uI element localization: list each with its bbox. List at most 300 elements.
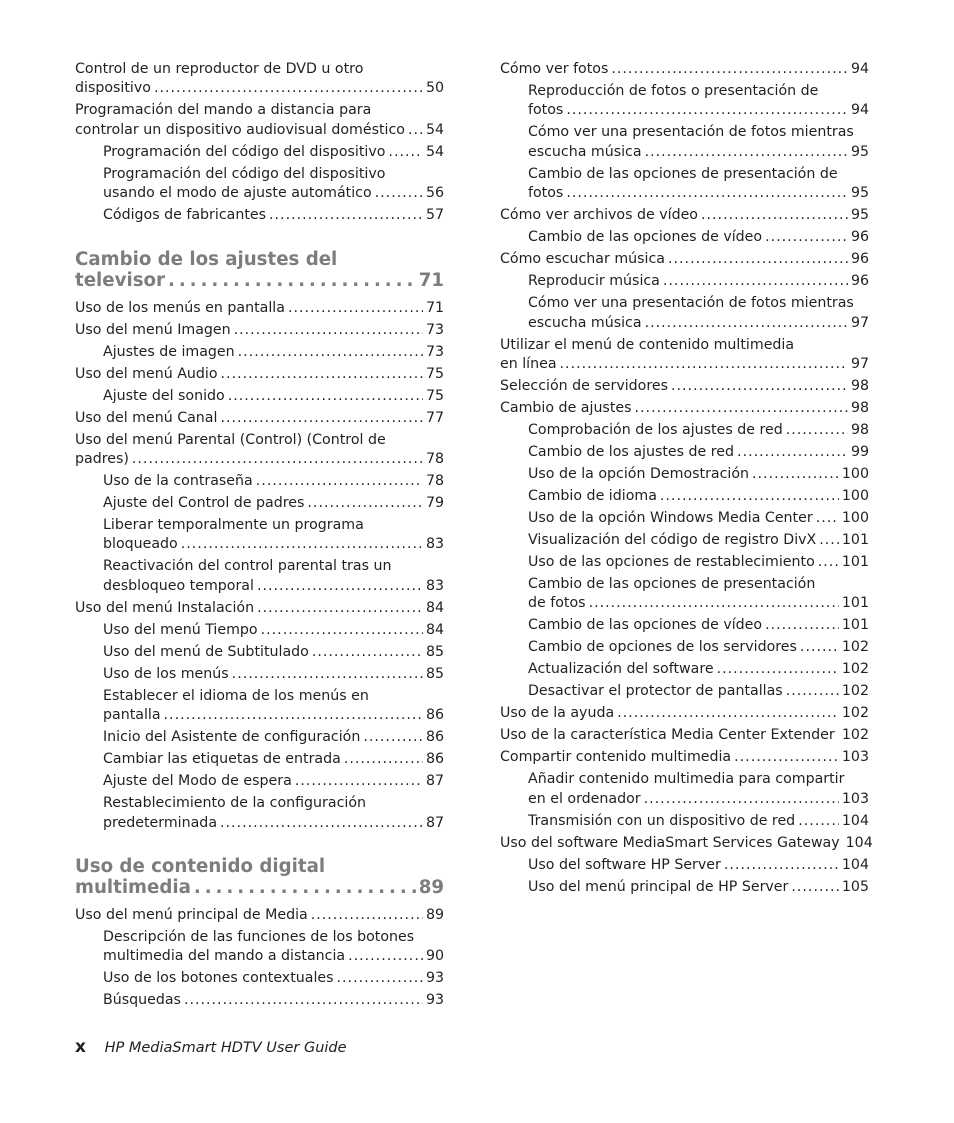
toc-section-heading[interactable] <box>75 249 444 291</box>
dot-leader <box>288 299 423 318</box>
dot-leader <box>668 250 848 269</box>
toc-left-column <box>75 60 444 1013</box>
toc-entry[interactable] <box>75 494 444 513</box>
entry-title: Visualización del código de registro DivX <box>528 532 817 549</box>
dot-leader <box>752 465 839 484</box>
entry-title: en línea <box>500 356 557 373</box>
toc-entry[interactable] <box>500 399 869 418</box>
dot-leader <box>566 184 848 203</box>
dot-leader <box>635 399 848 418</box>
dot-leader <box>408 121 423 140</box>
toc-line <box>528 143 869 162</box>
toc-line <box>75 599 444 618</box>
page-ref: 50 <box>425 80 444 97</box>
toc-line <box>528 123 869 142</box>
toc-entry[interactable] <box>500 487 869 506</box>
page-ref: 54 <box>425 143 444 160</box>
page-ref: 83 <box>425 536 444 553</box>
page-ref: 96 <box>850 273 869 290</box>
toc-entry[interactable] <box>75 472 444 491</box>
entry-title: Códigos de fabricantes <box>103 207 267 224</box>
page-number: x <box>75 1037 86 1057</box>
toc-line <box>103 184 444 203</box>
toc-entry[interactable] <box>500 575 869 614</box>
entry-title: fotos <box>528 102 564 119</box>
toc-entry[interactable] <box>75 643 444 662</box>
page-ref: 85 <box>425 665 444 682</box>
toc-line <box>528 812 869 831</box>
toc-entry[interactable] <box>500 704 869 723</box>
toc-line <box>500 748 869 767</box>
toc-entry[interactable] <box>75 299 444 318</box>
entry-title: bloqueado <box>103 536 178 553</box>
section-title: televisor <box>75 269 165 291</box>
entry-title: Uso del menú Canal <box>75 409 218 426</box>
entry-title: Uso de la opción Windows Media Center <box>528 510 813 527</box>
toc-entry[interactable] <box>75 321 444 340</box>
toc-entry[interactable] <box>75 143 444 162</box>
page-ref: 102 <box>841 727 869 744</box>
page-ref: 101 <box>841 532 869 549</box>
entry-title: Cambio de idioma <box>528 488 657 505</box>
entry-title: Uso de los botones contextuales <box>103 970 334 987</box>
dot-leader <box>164 706 423 725</box>
dot-leader <box>701 206 848 225</box>
dot-leader <box>261 621 423 640</box>
toc-line <box>75 431 444 450</box>
page-ref: 104 <box>841 856 869 873</box>
toc-line <box>75 906 444 925</box>
toc-line <box>500 250 869 269</box>
toc-line <box>528 443 869 462</box>
entry-title: Uso del menú Imagen <box>75 321 231 338</box>
section-title: Uso de contenido digital <box>75 856 326 878</box>
toc-line <box>528 465 869 484</box>
page-ref: 100 <box>841 510 869 527</box>
page-ref: 95 <box>850 207 869 224</box>
toc-line <box>75 249 444 270</box>
dot-leader <box>798 812 839 831</box>
toc-entry[interactable] <box>500 82 869 121</box>
page-ref: 57 <box>425 207 444 224</box>
entry-title: Cambio de opciones de los servidores <box>528 639 797 656</box>
page-ref: 100 <box>841 488 869 505</box>
toc-entry[interactable] <box>75 906 444 925</box>
page-ref: 96 <box>850 229 869 246</box>
dot-leader <box>819 531 839 550</box>
entry-title: Cómo escuchar música <box>500 251 665 268</box>
entry-title: pantalla <box>103 707 161 724</box>
toc-line <box>528 660 869 679</box>
dot-leader <box>617 704 839 723</box>
toc-entry[interactable] <box>500 682 869 701</box>
toc-entry[interactable] <box>500 377 869 396</box>
toc-entry[interactable] <box>75 991 444 1010</box>
page-ref: 98 <box>850 378 869 395</box>
dot-leader <box>791 878 839 897</box>
toc-line <box>500 726 869 745</box>
toc-line <box>103 643 444 662</box>
entry-title: Programación del código del dispositivo <box>103 165 386 182</box>
page-ref: 75 <box>425 387 444 404</box>
toc-line <box>500 377 869 396</box>
toc-entry[interactable] <box>500 421 869 440</box>
entry-title: Ajuste del Modo de espera <box>103 773 292 790</box>
toc-entry[interactable] <box>75 928 444 967</box>
toc-line <box>103 991 444 1010</box>
page-ref: 83 <box>425 577 444 594</box>
toc-line <box>500 60 869 79</box>
entry-title: Reproducir música <box>528 273 660 290</box>
toc-entry[interactable] <box>75 750 444 769</box>
toc-entry[interactable] <box>500 206 869 225</box>
page-ref: 89 <box>418 877 444 899</box>
dot-leader <box>257 599 423 618</box>
dot-leader <box>295 772 423 791</box>
dot-leader <box>644 790 839 809</box>
toc-entry[interactable] <box>75 557 444 596</box>
toc-line <box>75 321 444 340</box>
page-ref: 85 <box>425 643 444 660</box>
dot-leader <box>816 509 839 528</box>
dot-leader <box>645 314 848 333</box>
dot-leader <box>589 594 839 613</box>
entry-title: Programación del mando a distancia para <box>75 102 372 119</box>
page-ref: 71 <box>418 269 444 291</box>
toc-line <box>528 184 869 203</box>
toc-line <box>75 450 444 469</box>
entry-title: Transmisión con un dispositivo de red <box>528 812 796 829</box>
toc-line <box>75 121 444 140</box>
toc-entry[interactable] <box>75 206 444 225</box>
toc-line <box>103 472 444 491</box>
dot-leader <box>838 726 839 745</box>
dot-leader <box>184 991 423 1010</box>
toc-entry[interactable] <box>500 878 869 897</box>
entry-title: Control de un reproductor de DVD u otro <box>75 61 364 77</box>
toc-line <box>500 336 869 355</box>
toc-line <box>103 928 444 947</box>
toc-line <box>528 272 869 291</box>
toc-entry[interactable] <box>500 60 869 79</box>
entry-title: Uso del menú Tiempo <box>103 621 258 638</box>
entry-title: Desactivar el protector de pantallas <box>528 683 783 700</box>
page-ref: 84 <box>425 599 444 616</box>
page-ref: 102 <box>841 705 869 722</box>
page-ref: 97 <box>850 356 869 373</box>
entry-title: Uso del menú Parental (Control) (Control de <box>75 431 386 448</box>
page-ref: 90 <box>425 948 444 965</box>
entry-title: usando el modo de ajuste automático <box>103 185 372 202</box>
toc-entry[interactable] <box>75 343 444 362</box>
toc-entry[interactable] <box>500 616 869 635</box>
entry-title: Uso de los menús <box>103 665 229 682</box>
dot-leader <box>220 814 423 833</box>
entry-title: de fotos <box>528 595 586 612</box>
page-ref: 97 <box>850 314 869 331</box>
page-ref: 99 <box>850 444 869 461</box>
dot-leader <box>168 270 416 291</box>
toc-entry[interactable] <box>500 123 869 162</box>
toc-entry[interactable] <box>75 599 444 618</box>
entry-title: Uso del menú principal de Media <box>75 907 308 924</box>
toc-line <box>75 856 444 877</box>
entry-title: Cómo ver una presentación de fotos mientras <box>528 295 854 312</box>
dot-leader <box>734 748 839 767</box>
entry-title: Uso de la contraseña <box>103 473 253 490</box>
page-ref: 73 <box>425 343 444 360</box>
toc-line <box>75 270 444 291</box>
dot-leader <box>257 577 423 596</box>
toc-entry[interactable] <box>75 728 444 747</box>
entry-title: Ajuste del Control de padres <box>103 495 305 512</box>
entry-title: Añadir contenido multimedia para compartir <box>528 771 845 788</box>
toc-line <box>75 409 444 428</box>
toc-line <box>103 494 444 513</box>
dot-leader <box>717 660 839 679</box>
page-ref: 98 <box>850 422 869 439</box>
toc-line <box>103 387 444 406</box>
page-ref: 54 <box>425 121 444 138</box>
toc-entry[interactable] <box>500 336 869 375</box>
toc-entry[interactable] <box>500 531 869 550</box>
dot-leader <box>818 553 839 572</box>
dot-leader <box>671 377 848 396</box>
toc-entry[interactable] <box>75 687 444 726</box>
toc-line <box>500 206 869 225</box>
toc-entry[interactable] <box>500 726 869 745</box>
toc-line <box>103 143 444 162</box>
page-ref: 98 <box>850 400 869 417</box>
dot-leader <box>238 343 423 362</box>
toc-line <box>75 365 444 384</box>
toc-entry[interactable] <box>500 165 869 204</box>
page-ref: 86 <box>425 729 444 746</box>
toc-line <box>528 165 869 184</box>
toc-entry[interactable] <box>500 272 869 291</box>
toc-line <box>500 355 869 374</box>
toc-line <box>103 516 444 535</box>
entry-title: Comprobación de los ajustes de red <box>528 422 783 439</box>
entry-title: Cambio de las opciones de vídeo <box>528 229 763 246</box>
toc-line <box>75 60 444 79</box>
toc-section-heading[interactable] <box>75 856 444 898</box>
dot-leader <box>181 535 423 554</box>
toc-entry[interactable] <box>500 294 869 333</box>
dot-leader <box>344 750 423 769</box>
dot-leader <box>307 494 423 513</box>
entry-title: Compartir contenido multimedia <box>500 749 732 766</box>
dot-leader <box>337 969 423 988</box>
toc-entry[interactable] <box>75 431 444 470</box>
entry-title: Cambio de ajustes <box>500 400 632 417</box>
toc-entry[interactable] <box>500 834 873 853</box>
toc-line <box>103 621 444 640</box>
toc-line <box>528 790 869 809</box>
dot-leader <box>269 206 423 225</box>
toc-line <box>103 165 444 184</box>
toc-line <box>528 682 869 701</box>
page-ref: 102 <box>841 683 869 700</box>
toc-entry[interactable] <box>500 638 869 657</box>
toc-right-column <box>500 60 873 900</box>
toc-entry[interactable] <box>75 387 444 406</box>
section-title: multimedia <box>75 877 191 899</box>
dot-leader <box>765 616 839 635</box>
page-ref: 87 <box>425 773 444 790</box>
dot-leader <box>765 228 848 247</box>
entry-title: Uso del menú Instalación <box>75 599 255 616</box>
page-ref: 104 <box>841 812 869 829</box>
toc-entry[interactable] <box>75 665 444 684</box>
dot-leader <box>232 665 423 684</box>
entry-title: Establecer el idioma de los menús en <box>103 687 369 704</box>
toc-line <box>103 969 444 988</box>
dot-leader <box>560 355 848 374</box>
toc-entry[interactable] <box>75 165 444 204</box>
dot-leader <box>660 487 839 506</box>
toc-entry[interactable] <box>500 812 869 831</box>
toc-line <box>528 616 869 635</box>
entry-title: controlar un dispositivo audiovisual doméstico <box>75 121 405 138</box>
page-ref: 78 <box>425 451 444 468</box>
page-ref: 86 <box>425 751 444 768</box>
toc-line <box>528 638 869 657</box>
entry-title: padres) <box>75 451 129 468</box>
entry-title: Uso del menú Audio <box>75 365 218 382</box>
page-ref: 94 <box>850 102 869 119</box>
dot-leader <box>234 321 423 340</box>
entry-title: Uso de los menús en pantalla <box>75 299 285 316</box>
section-title: Cambio de los ajustes del <box>75 248 338 270</box>
dot-leader <box>154 79 423 98</box>
page-ref: 105 <box>841 878 869 895</box>
toc-entry[interactable] <box>75 365 444 384</box>
toc-entry[interactable] <box>75 516 444 555</box>
toc-line <box>528 878 869 897</box>
entry-title: Inicio del Asistente de configuración <box>103 729 361 746</box>
dot-leader <box>132 450 423 469</box>
toc-line <box>103 728 444 747</box>
toc-line <box>103 750 444 769</box>
entry-title: Restablecimiento de la configuración <box>103 795 366 812</box>
page-ref: 73 <box>425 321 444 338</box>
toc-entry[interactable] <box>75 101 444 140</box>
toc-line <box>103 814 444 833</box>
dot-leader <box>221 365 423 384</box>
page-ref: 84 <box>425 621 444 638</box>
entry-title: Ajustes de imagen <box>103 343 235 360</box>
dot-leader <box>566 101 848 120</box>
dot-leader <box>375 184 423 203</box>
toc-line <box>103 794 444 813</box>
toc-entry[interactable] <box>75 60 444 99</box>
toc-line <box>75 877 444 898</box>
toc-line <box>500 704 869 723</box>
dot-leader <box>363 728 423 747</box>
page-ref: 56 <box>425 185 444 202</box>
toc-entry[interactable] <box>75 969 444 988</box>
toc-entry[interactable] <box>500 509 869 528</box>
dot-leader <box>311 906 423 925</box>
entry-title: Cómo ver una presentación de fotos mientras <box>528 124 854 141</box>
entry-title: Descripción de las funciones de los botones <box>103 929 415 946</box>
page-ref: 79 <box>425 495 444 512</box>
toc-line <box>528 509 869 528</box>
page-ref: 86 <box>425 707 444 724</box>
page-ref: 102 <box>841 639 869 656</box>
entry-title: Programación del código del dispositivo <box>103 143 386 160</box>
toc-entry[interactable] <box>500 228 869 247</box>
toc-entry[interactable] <box>500 748 869 767</box>
page-ref: 104 <box>845 834 873 851</box>
toc-entry[interactable] <box>75 772 444 791</box>
entry-title: Uso de la opción Demostración <box>528 466 750 483</box>
dot-leader <box>348 947 423 966</box>
page-ref: 75 <box>425 365 444 382</box>
toc-entry[interactable] <box>500 465 869 484</box>
entry-title: Uso de la ayuda <box>500 705 615 722</box>
dot-leader <box>663 272 848 291</box>
toc-entry[interactable] <box>75 621 444 640</box>
toc-entry[interactable] <box>500 250 869 269</box>
toc-line <box>103 665 444 684</box>
dot-leader <box>228 387 423 406</box>
dot-leader <box>800 638 839 657</box>
toc-line <box>75 101 444 120</box>
dot-leader <box>645 143 848 162</box>
entry-title: Reproducción de fotos o presentación de <box>528 83 819 99</box>
dot-leader <box>611 60 848 79</box>
dot-leader <box>194 877 416 898</box>
entry-title: Cambiar las etiquetas de entrada <box>103 751 341 768</box>
entry-title: en el ordenador <box>528 790 641 807</box>
toc-entry[interactable] <box>500 553 869 572</box>
toc-line <box>528 575 869 594</box>
dot-leader <box>220 409 423 428</box>
page-ref: 89 <box>425 907 444 924</box>
page-ref: 95 <box>850 143 869 160</box>
entry-title: Cambio de las opciones de presentación de <box>528 165 838 182</box>
toc-line <box>528 101 869 120</box>
toc-entry[interactable] <box>500 856 869 875</box>
entry-title: predeterminada <box>103 814 218 831</box>
dot-leader <box>256 472 423 491</box>
entry-title: Uso del menú de Subtitulado <box>103 643 309 660</box>
toc-entry[interactable] <box>75 794 444 833</box>
entry-title: Liberar temporalmente un programa <box>103 517 364 534</box>
toc-line <box>103 687 444 706</box>
toc-entry[interactable] <box>500 660 869 679</box>
entry-title: multimedia del mando a distancia <box>103 948 346 965</box>
entry-title: Cambio de las opciones de presentación <box>528 576 816 593</box>
entry-title: dispositivo <box>75 80 151 97</box>
footer-title: HP MediaSmart HDTV User Guide <box>104 1040 347 1056</box>
page-ref: 102 <box>841 661 869 678</box>
toc-entry[interactable] <box>500 770 869 809</box>
entry-title: Selección de servidores <box>500 378 668 395</box>
toc-entry[interactable] <box>75 409 444 428</box>
toc-line <box>103 577 444 596</box>
entry-title: Ajuste del sonido <box>103 387 225 404</box>
toc-entry[interactable] <box>500 443 869 462</box>
page-ref: 78 <box>425 473 444 490</box>
entry-title: Utilizar el menú de contenido multimedia <box>500 336 795 353</box>
toc-line <box>103 535 444 554</box>
page-ref: 93 <box>425 992 444 1009</box>
dot-leader <box>312 643 423 662</box>
toc-line <box>528 294 869 313</box>
